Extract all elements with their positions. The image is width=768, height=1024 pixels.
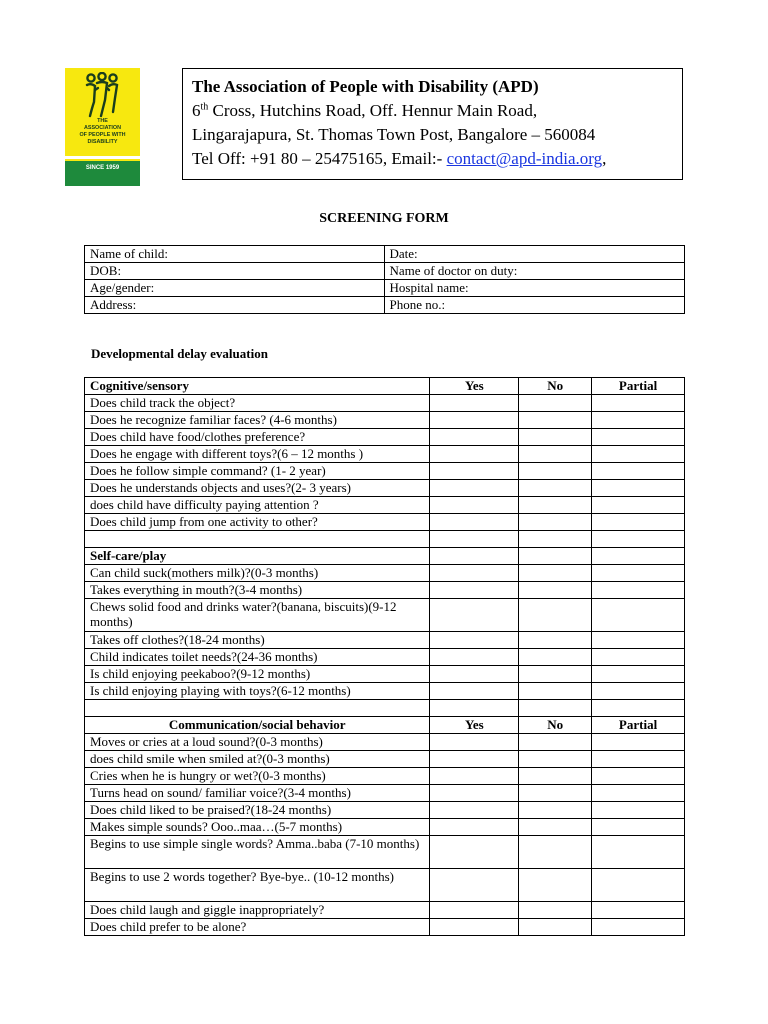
answer-cell-no[interactable] — [519, 802, 592, 819]
question-text: Turns head on sound/ familiar voice?(3-4 months) — [85, 785, 430, 802]
answer-cell-yes[interactable] — [430, 683, 519, 700]
answer-cell-yes[interactable] — [430, 429, 519, 446]
answer-cell-yes[interactable] — [430, 819, 519, 836]
blank-row — [85, 700, 685, 717]
answer-cell-partial[interactable] — [592, 429, 685, 446]
answer-cell-no[interactable] — [519, 734, 592, 751]
answer-cell-no[interactable] — [519, 836, 592, 869]
question-text: Is child enjoying peekaboo?(9-12 months) — [85, 666, 430, 683]
question-text: Can child suck(mothers milk)?(0-3 months) — [85, 565, 430, 582]
form-title: SCREENING FORM — [319, 211, 449, 226]
answer-cell-no[interactable] — [519, 599, 592, 632]
answer-cell-partial[interactable] — [592, 446, 685, 463]
question-row — [85, 666, 685, 683]
question-row — [85, 514, 685, 531]
answer-cell-partial[interactable] — [592, 599, 685, 632]
question-text: Does he recognize familiar faces? (4-6 months) — [85, 412, 430, 429]
answer-cell-partial[interactable] — [592, 395, 685, 412]
question-text: does child smile when smiled at?(0-3 months) — [85, 751, 430, 768]
question-row — [85, 819, 685, 836]
answer-cell-yes[interactable] — [430, 565, 519, 582]
blank-cell[interactable] — [519, 531, 592, 548]
question-row — [85, 902, 685, 919]
info-row — [85, 263, 685, 280]
answer-cell-no[interactable] — [519, 429, 592, 446]
answer-cell-no[interactable] — [519, 666, 592, 683]
question-text: Moves or cries at a loud sound?(0-3 months) — [85, 734, 430, 751]
contact-suffix: , — [602, 149, 607, 168]
question-text: Takes off clothes?(18-24 months) — [85, 632, 430, 649]
column-header-no: No — [519, 717, 592, 734]
blank-cell[interactable] — [85, 531, 430, 548]
info-label-left[interactable]: Name of child: — [85, 246, 385, 263]
question-text: does child have difficulty paying attention ? — [85, 497, 430, 514]
answer-cell-partial[interactable] — [592, 412, 685, 429]
question-row — [85, 869, 685, 902]
answer-cell-partial[interactable] — [592, 734, 685, 751]
answer-cell-no[interactable] — [519, 902, 592, 919]
logo-bottom-stripe — [65, 176, 140, 186]
apd-figure-icon — [82, 72, 122, 120]
info-label-right[interactable]: Phone no.: — [384, 297, 684, 314]
question-row — [85, 446, 685, 463]
section-title: Developmental delay evaluation — [91, 346, 268, 361]
answer-cell-no[interactable] — [519, 649, 592, 666]
answer-cell-yes[interactable] — [430, 395, 519, 412]
question-row — [85, 734, 685, 751]
evaluation-table — [84, 377, 685, 936]
info-row — [85, 246, 685, 263]
question-row — [85, 683, 685, 700]
column-header-partial — [592, 548, 685, 565]
answer-cell-partial[interactable] — [592, 869, 685, 902]
info-label-left[interactable]: Age/gender: — [85, 280, 385, 297]
blank-cell[interactable] — [519, 700, 592, 717]
answer-cell-no[interactable] — [519, 869, 592, 902]
answer-cell-no[interactable] — [519, 785, 592, 802]
org-name: The Association of People with Disability (APD) — [192, 77, 539, 96]
section-header-row — [85, 717, 685, 734]
answer-cell-partial[interactable] — [592, 514, 685, 531]
column-header-partial: Partial — [592, 378, 685, 395]
logo-text-line2: ASSOCIATION — [83, 125, 122, 131]
blank-cell[interactable] — [430, 700, 519, 717]
answer-cell-partial[interactable] — [592, 632, 685, 649]
section-header-label: Self-care/play — [85, 548, 430, 565]
answer-cell-yes[interactable] — [430, 902, 519, 919]
question-row — [85, 582, 685, 599]
info-row — [85, 297, 685, 314]
answer-cell-yes[interactable] — [430, 632, 519, 649]
answer-cell-partial[interactable] — [592, 919, 685, 936]
question-text: Is child enjoying playing with toys?(6-12 months) — [85, 683, 430, 700]
answer-cell-partial[interactable] — [592, 785, 685, 802]
address-sup: th — [200, 101, 209, 113]
address-num: 6 — [192, 101, 201, 120]
blank-row — [85, 531, 685, 548]
answer-cell-partial[interactable] — [592, 463, 685, 480]
question-text: Does child jump from one activity to other? — [85, 514, 430, 531]
answer-cell-yes[interactable] — [430, 480, 519, 497]
question-text: Does he understands objects and uses?(2- 3 years) — [85, 480, 430, 497]
section-header-row — [85, 548, 685, 565]
question-row — [85, 395, 685, 412]
answer-cell-no[interactable] — [519, 446, 592, 463]
question-text: Does child track the object? — [85, 395, 430, 412]
logo-text-line1: THE — [97, 118, 108, 124]
answer-cell-yes[interactable] — [430, 599, 519, 632]
answer-cell-partial[interactable] — [592, 565, 685, 582]
question-row — [85, 497, 685, 514]
answer-cell-yes[interactable] — [430, 582, 519, 599]
info-row — [85, 280, 685, 297]
answer-cell-yes[interactable] — [430, 666, 519, 683]
address-line2: Lingarajapura, St. Thomas Town Post, Bangalore – 560084 — [192, 125, 596, 144]
answer-cell-yes[interactable] — [430, 751, 519, 768]
answer-cell-partial[interactable] — [592, 802, 685, 819]
answer-cell-no[interactable] — [519, 480, 592, 497]
section-header-label: Cognitive/sensory — [85, 378, 430, 395]
blank-cell[interactable] — [85, 700, 430, 717]
answer-cell-partial[interactable] — [592, 480, 685, 497]
answer-cell-yes[interactable] — [430, 869, 519, 902]
contact-prefix: Tel Off: +91 80 – 25475165, Email:- — [192, 149, 447, 168]
question-text: Does he engage with different toys?(6 – 12 months ) — [85, 446, 430, 463]
question-text: Does he follow simple command? (1- 2 year) — [85, 463, 430, 480]
answer-cell-no[interactable] — [519, 632, 592, 649]
column-header-yes — [430, 548, 519, 565]
answer-cell-partial[interactable] — [592, 819, 685, 836]
answer-cell-yes[interactable] — [430, 785, 519, 802]
answer-cell-yes[interactable] — [430, 649, 519, 666]
question-row — [85, 599, 685, 632]
question-text: Chews solid food and drinks water?(banana, biscuits)(9-12 months) — [85, 599, 430, 632]
answer-cell-partial[interactable] — [592, 497, 685, 514]
question-row — [85, 802, 685, 819]
column-header-yes: Yes — [430, 378, 519, 395]
answer-cell-no[interactable] — [519, 768, 592, 785]
question-row — [85, 565, 685, 582]
answer-cell-partial[interactable] — [592, 683, 685, 700]
question-text: Does child liked to be praised?(18-24 months) — [85, 802, 430, 819]
question-row — [85, 463, 685, 480]
answer-cell-no[interactable] — [519, 395, 592, 412]
answer-cell-yes[interactable] — [430, 734, 519, 751]
logo-text-line4: DISABILITY — [87, 139, 118, 145]
info-table — [84, 245, 685, 314]
question-row — [85, 919, 685, 936]
answer-cell-yes[interactable] — [430, 768, 519, 785]
question-text: Begins to use simple single words? Amma..baba (7-10 months) — [85, 836, 430, 869]
question-text: Child indicates toilet needs?(24-36 months) — [85, 649, 430, 666]
logo-text-line3: OF PEOPLE WITH — [79, 132, 126, 138]
answer-cell-yes[interactable] — [430, 463, 519, 480]
answer-cell-no[interactable] — [519, 463, 592, 480]
answer-cell-no[interactable] — [519, 412, 592, 429]
address-line1-rest: Cross, Hutchins Road, Off. Hennur Main Road, — [208, 101, 538, 120]
section-header-label: Communication/social behavior — [85, 717, 430, 734]
question-row — [85, 429, 685, 446]
logo-since-band: SINCE 1959 — [65, 161, 140, 176]
column-header-partial: Partial — [592, 717, 685, 734]
question-text: Does child laugh and giggle inappropriately? — [85, 902, 430, 919]
answer-cell-partial[interactable] — [592, 836, 685, 869]
answer-cell-partial[interactable] — [592, 902, 685, 919]
answer-cell-no[interactable] — [519, 514, 592, 531]
contact-line — [192, 147, 682, 171]
address-box — [182, 68, 683, 180]
question-row — [85, 751, 685, 768]
question-row — [85, 480, 685, 497]
blank-cell[interactable] — [592, 531, 685, 548]
answer-cell-no[interactable] — [519, 565, 592, 582]
section-header-row — [85, 378, 685, 395]
answer-cell-yes[interactable] — [430, 919, 519, 936]
blank-cell[interactable] — [592, 700, 685, 717]
answer-cell-no[interactable] — [519, 819, 592, 836]
email-link[interactable]: contact@apd-india.org — [446, 149, 603, 168]
apd-logo — [65, 68, 140, 186]
answer-cell-yes[interactable] — [430, 836, 519, 869]
question-row — [85, 836, 685, 869]
column-header-no: No — [519, 378, 592, 395]
answer-cell-yes[interactable] — [430, 412, 519, 429]
answer-cell-partial[interactable] — [592, 582, 685, 599]
answer-cell-no[interactable] — [519, 751, 592, 768]
question-text: Begins to use 2 words together? Bye-bye.. (10-12 months) — [85, 869, 430, 902]
column-header-no — [519, 548, 592, 565]
answer-cell-partial[interactable] — [592, 666, 685, 683]
info-label-right[interactable]: Hospital name: — [384, 280, 684, 297]
question-text: Does child prefer to be alone? — [85, 919, 430, 936]
question-row — [85, 785, 685, 802]
question-text: Cries when he is hungry or wet?(0-3 months) — [85, 768, 430, 785]
column-header-yes: Yes — [430, 717, 519, 734]
answer-cell-yes[interactable] — [430, 497, 519, 514]
question-row — [85, 649, 685, 666]
question-row — [85, 412, 685, 429]
logo-stripe — [65, 156, 140, 159]
address-line1 — [192, 99, 682, 123]
answer-cell-partial[interactable] — [592, 649, 685, 666]
question-text: Does child have food/clothes preference? — [85, 429, 430, 446]
answer-cell-no[interactable] — [519, 497, 592, 514]
answer-cell-no[interactable] — [519, 582, 592, 599]
answer-cell-no[interactable] — [519, 919, 592, 936]
answer-cell-partial[interactable] — [592, 751, 685, 768]
question-row — [85, 768, 685, 785]
answer-cell-yes[interactable] — [430, 802, 519, 819]
info-label-right[interactable]: Date: — [384, 246, 684, 263]
answer-cell-yes[interactable] — [430, 446, 519, 463]
info-label-right[interactable]: Name of doctor on duty: — [384, 263, 684, 280]
question-text: Makes simple sounds? Ooo..maa…(5-7 months) — [85, 819, 430, 836]
info-label-left[interactable]: DOB: — [85, 263, 385, 280]
answer-cell-partial[interactable] — [592, 768, 685, 785]
answer-cell-yes[interactable] — [430, 514, 519, 531]
info-label-left[interactable]: Address: — [85, 297, 385, 314]
answer-cell-no[interactable] — [519, 683, 592, 700]
blank-cell[interactable] — [430, 531, 519, 548]
question-row — [85, 632, 685, 649]
question-text: Takes everything in mouth?(3-4 months) — [85, 582, 430, 599]
